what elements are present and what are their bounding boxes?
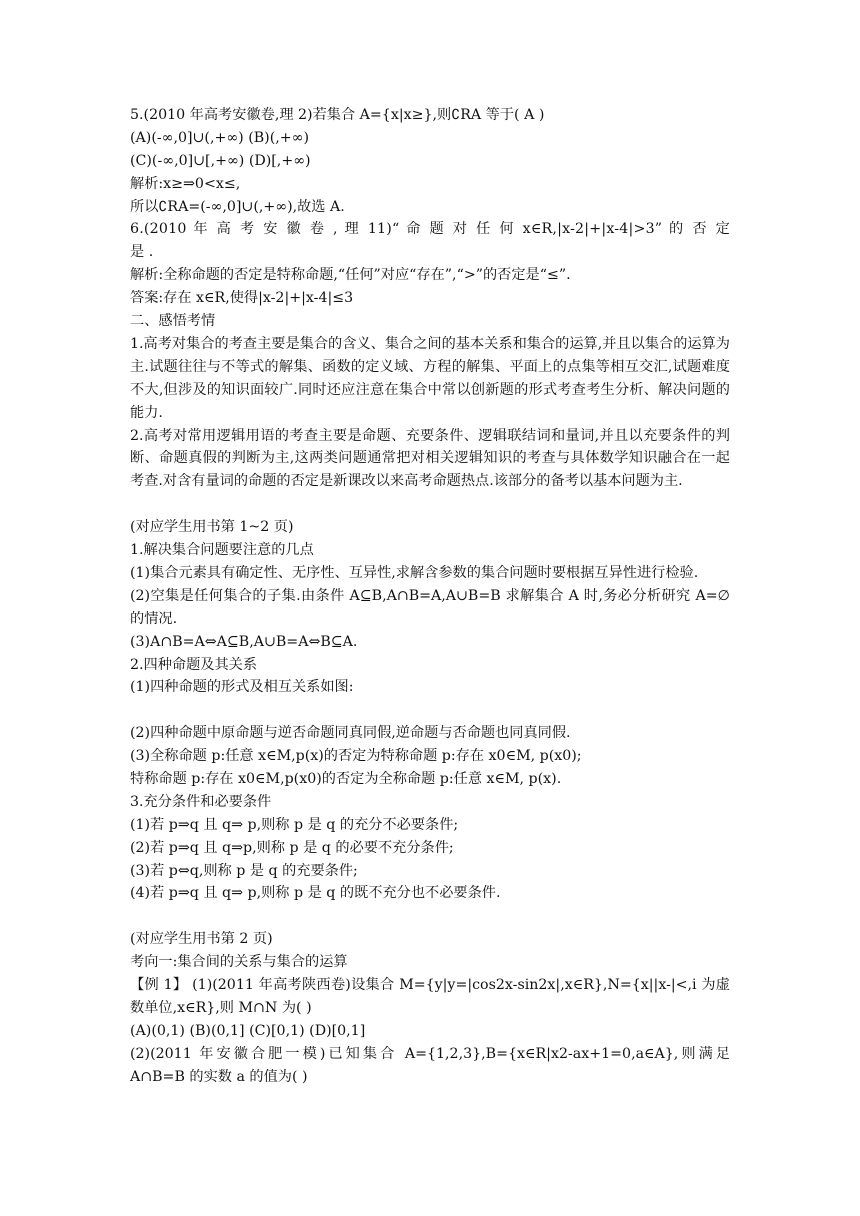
- paragraph-2: 2.高考对常用逻辑用语的考查主要是命题、充要条件、逻辑联结词和量词,并且以充要条件的判断、命题真假的判断为主,这两类问题通常把对相关逻辑知识的考查与具体数学知识融合在一起考查.对含有量词的命题的否定是新课改以来高考命题热点.该部分的备考以基本问题为主.: [130, 427, 730, 490]
- text-line: (对应学生用书第 2 页): [130, 931, 273, 948]
- text-line: (1)四种命题的形式及相互关系如图:: [130, 679, 354, 696]
- text-line: (3)全称命题 p:任意 x∈M,p(x)的否定为特称命题 p:存在 x0∈M, p(x0);: [130, 748, 582, 765]
- text-line: 3.充分条件和必要条件: [130, 793, 272, 810]
- text-line: 2.四种命题及其关系: [130, 656, 258, 673]
- text-line: (1)若 p⇒q 且 q⇒ p,则称 p 是 q 的充分不必要条件;: [130, 816, 459, 833]
- document-page: [130, 104, 730, 1089]
- example-1-part-2: (2)(2011 年安徽合肥一模)已知集合 A={1,2,3},B={x∈R|x2-ax+1=0,a∈A},则满足 A∩B=B 的实数 a 的值为( ): [130, 1045, 730, 1085]
- section-heading: 二、感悟考情: [130, 313, 216, 330]
- text-line: 考向一:集合间的关系与集合的运算: [130, 954, 348, 971]
- text-line: (1)集合元素具有确定性、无序性、互异性,求解含参数的集合问题时要根据互异性进行检验.: [130, 564, 699, 581]
- spacer: [130, 905, 730, 928]
- text-line: (3)若 p⇔q,则称 p 是 q 的充要条件;: [130, 862, 358, 879]
- text-line: (4)若 p⇒q 且 q⇒ p,则称 p 是 q 的既不充分也不必要条件.: [130, 885, 501, 902]
- text-line: (3)A∩B=A⇔A⊆B,A∪B=A⇔B⊆A.: [130, 633, 358, 650]
- answer-line: 答案:存在 x∈R,使得|x-2|+|x-4|≤3: [130, 290, 354, 307]
- text-line: (A)(-∞,0]∪(,+∞) (B)(,+∞): [130, 129, 309, 146]
- figure-placeholder: [130, 699, 730, 722]
- text-line: 1.解决集合问题要注意的几点: [130, 542, 314, 559]
- text-line: (对应学生用书第 1~2 页): [130, 519, 294, 536]
- example-1-question: 【例 1】 (1)(2011 年高考陕西卷)设集合 M={y|y=|cos2x-sin2x|,x∈R},N={x||x-|<,i 为虚数单位,x∈R},则 M∩N 为( ): [130, 976, 730, 1016]
- text-line: 解析:全称命题的否定是特称命题,“任何”对应“存在”,“>”的否定是“≤”.: [130, 267, 571, 284]
- text-line: (2)四种命题中原命题与逆否命题同真同假,逆命题与否命题也同真同假.: [130, 725, 571, 742]
- question-6-line: 6.(2010 年 高 考 安 徽 卷 , 理 11)“ 命 题 对 任 何 x∈R,|x-2|+|x-4|>3” 的 否 定: [130, 221, 730, 238]
- example-1-options: (A)(0,1) (B)(0,1] (C)[0,1) (D)[0,1]: [130, 1022, 366, 1039]
- text-line: 解析:x≥⇒0<x≤,: [130, 175, 241, 192]
- paragraph-3: (2)空集是任何集合的子集.由条件 A⊆B,A∩B=A,A∪B=B 求解集合 A 时,务必分析研究 A=∅的情况.: [130, 587, 730, 627]
- text-line: 5.(2010 年高考安徽卷,理 2)若集合 A={x|x≥},则∁RA 等于( A ): [130, 107, 545, 123]
- question-6-blank-line: 是 .: [130, 244, 154, 261]
- spacer: [130, 493, 730, 516]
- text-line: (C)(-∞,0]∪[,+∞) (D)[,+∞): [130, 152, 311, 169]
- paragraph-1: 1.高考对集合的考查主要是集合的含义、集合之间的基本关系和集合的运算,并且以集合的运算为主.试题往往与不等式的解集、函数的定义域、方程的解集、平面上的点集等相互交汇,试题难度不大,但涉及的知识面较广.同时还应注意在集合中常以创新题的形式考查考生分析、解决问题的能力.: [130, 335, 730, 421]
- text-line: 所以∁RA=(-∞,0]∪(,+∞),故选 A.: [130, 198, 345, 215]
- text-line: (2)若 p⇒q 且 q⇒p,则称 p 是 q 的必要不充分条件;: [130, 839, 454, 856]
- text-line: 特称命题 p:存在 x0∈M,p(x0)的否定为全称命题 p:任意 x∈M, p(x).: [130, 770, 562, 787]
